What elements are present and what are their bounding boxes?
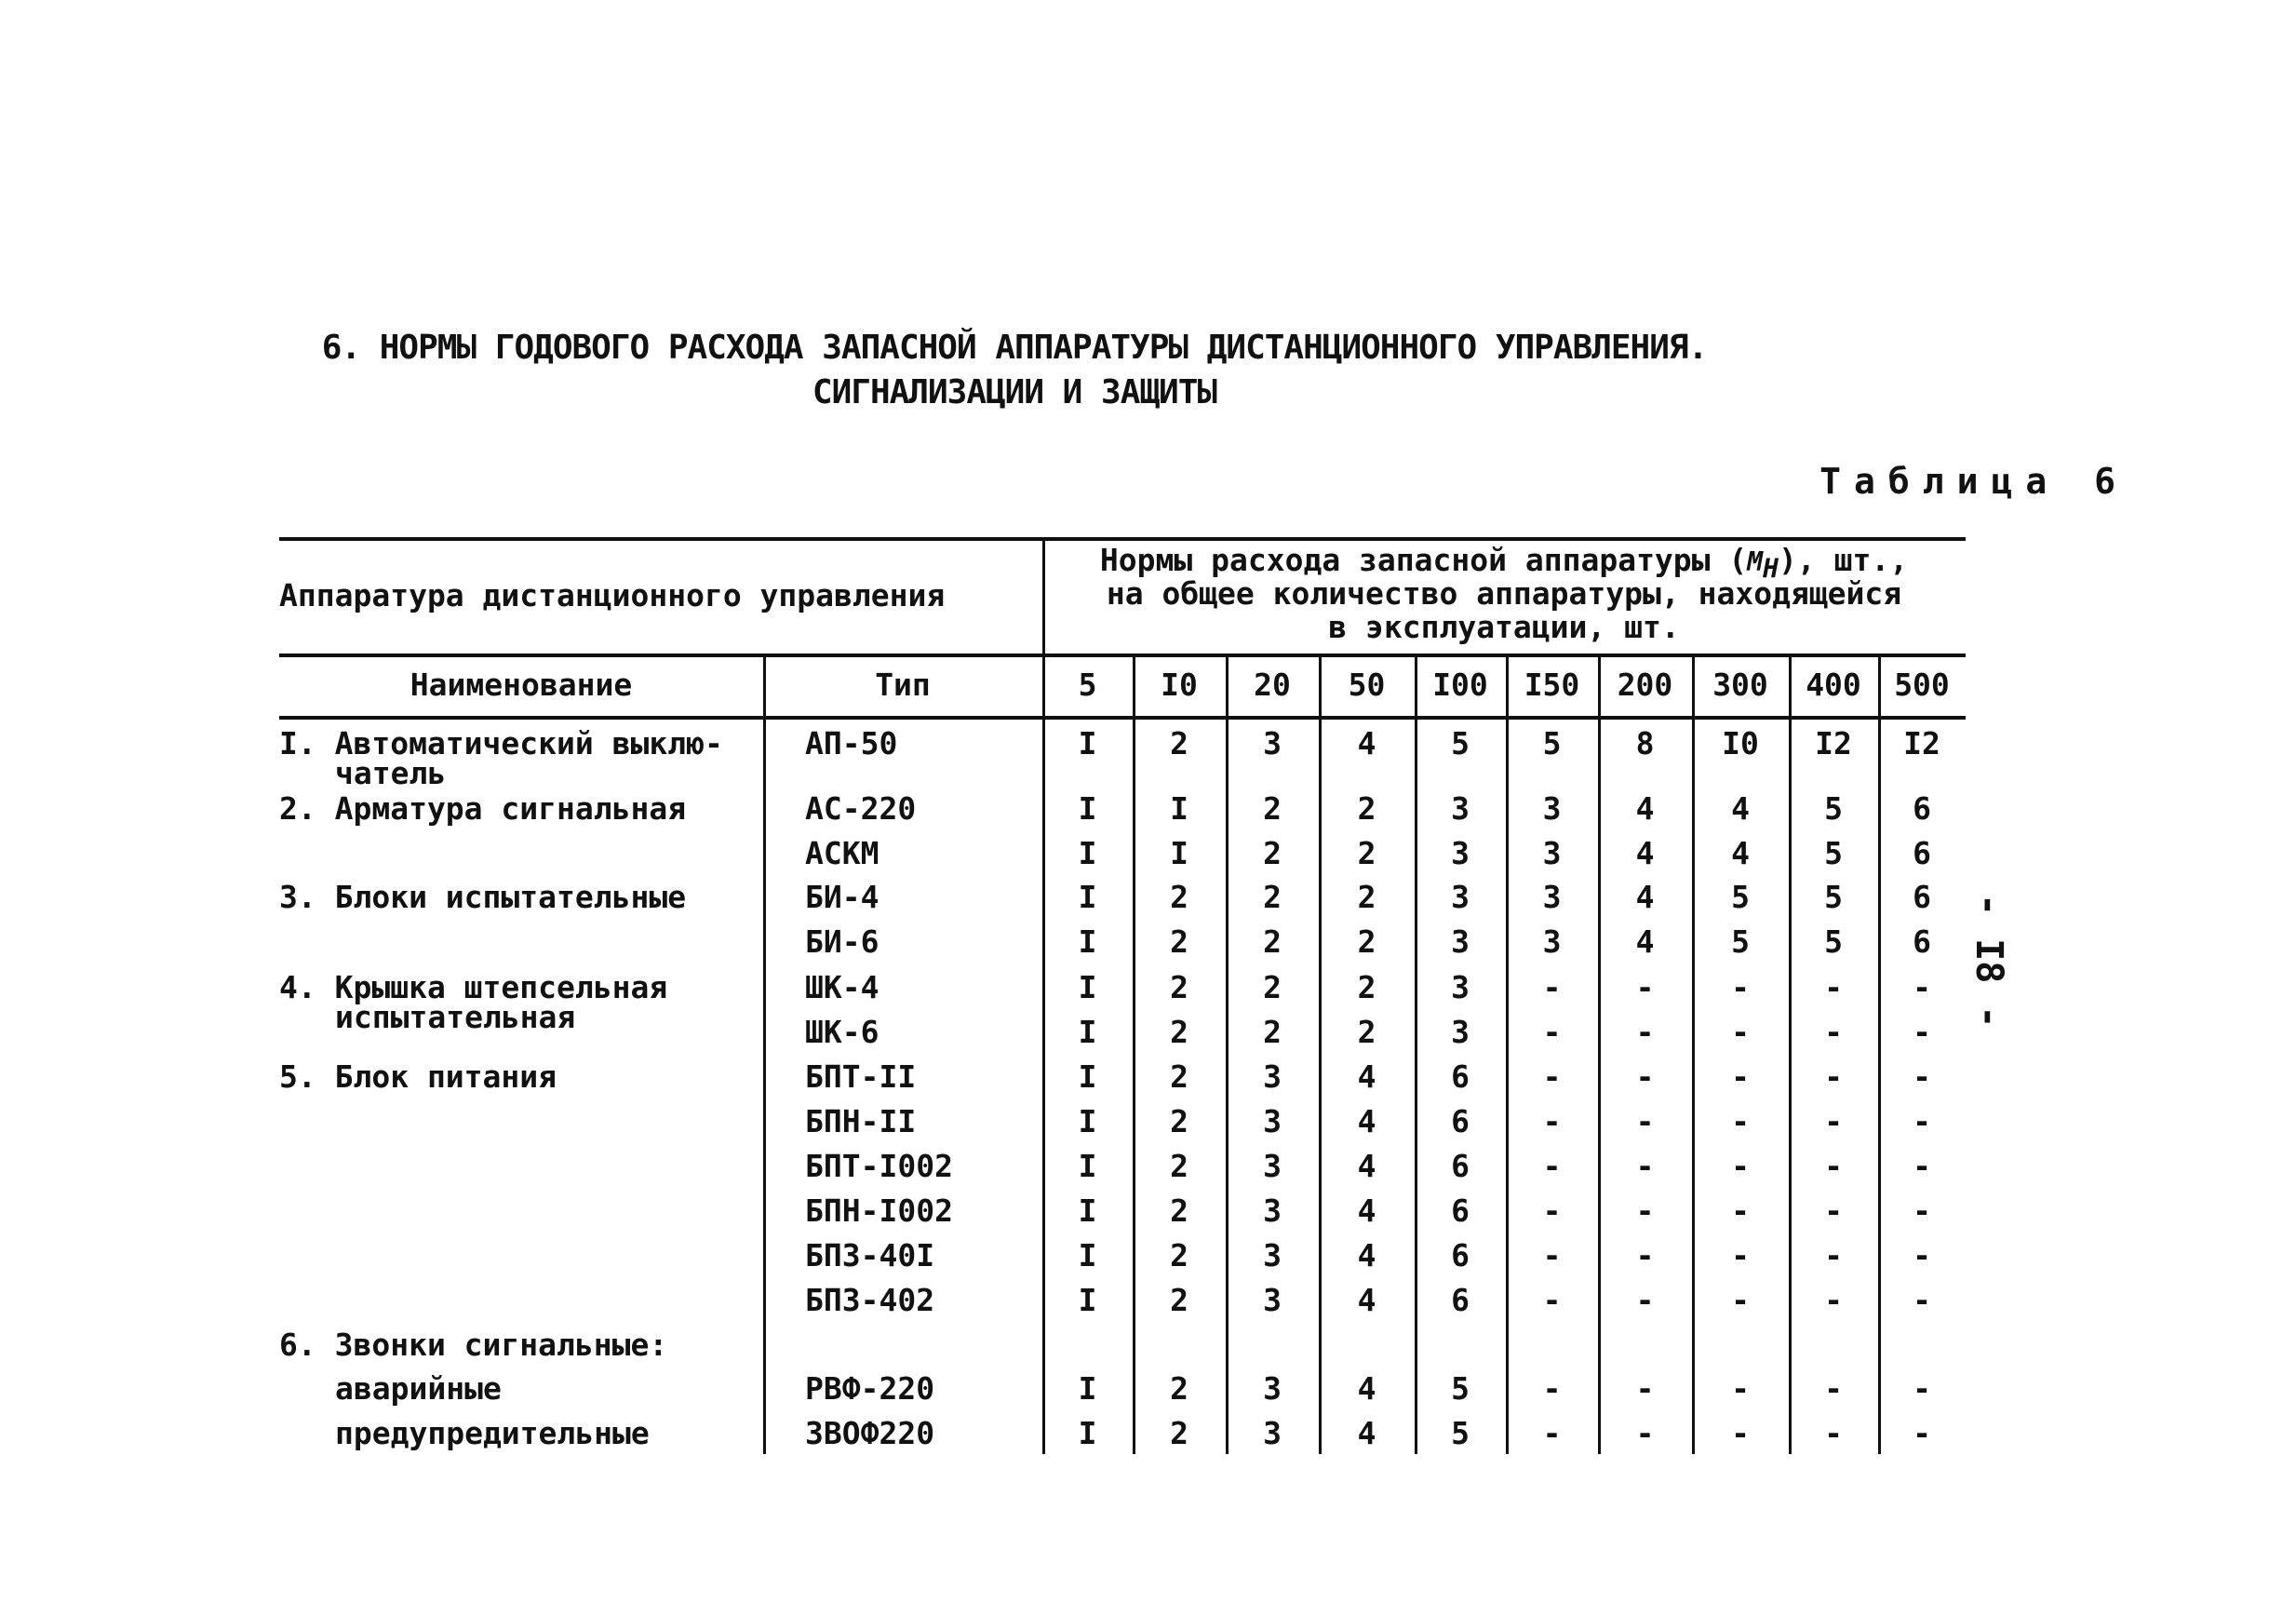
header-quantity: 400 [1806,667,1861,703]
header-norms-line1-end: ), шт., [1779,542,1909,578]
row-value: I [1078,725,1097,761]
row-type: РВФ-220 [805,1370,935,1407]
row-value: I [1078,790,1097,827]
row-value: 5 [1542,725,1562,761]
row-value: 4 [1635,790,1655,827]
row-value: - [1542,1370,1562,1407]
row-value: - [1913,1058,1931,1095]
row-name-continued: чатель [335,755,447,791]
row-value: I [1078,1058,1097,1095]
title-line-1: 6. НОРМЫ ГОДОВОГО РАСХОДА ЗАПАСНОЙ АППАРАТУРЫ ДИСТАНЦИОННОГО УПРАВЛЕНИЯ. [321,329,1708,367]
row-name-continued: испытательная [335,999,576,1035]
header-quantity: 500 [1894,667,1950,703]
table-top-rule [279,537,1966,541]
row-value: 2 [1170,1237,1188,1273]
row-type: БПТ-I002 [805,1148,953,1184]
row-value: 2 [1263,1014,1282,1050]
row-value: - [1542,1014,1562,1050]
row-value: 4 [1357,1282,1376,1318]
table-label: Таблица 6 [1819,461,2128,502]
row-value: - [1635,1370,1655,1407]
norms-table [279,537,1966,1459]
row-value: - [1824,1282,1843,1318]
row-value: 2 [1170,1370,1188,1407]
divider-name-type [763,654,766,1454]
row-value: - [1731,1058,1750,1095]
row-value: - [1731,1193,1750,1229]
header-equipment: Аппаратура дистанционного управления [279,577,946,613]
row-value: 8 [1635,725,1655,761]
divider-quantity-column [1319,654,1322,1454]
row-value: - [1824,1148,1843,1184]
row-type: ШК-6 [805,1014,879,1050]
row-value: 5 [1824,923,1843,960]
row-value: 5 [1824,835,1843,871]
row-value: - [1913,1282,1931,1318]
row-value: 4 [1635,923,1655,960]
header-type: Тип [875,667,931,703]
divider-quantity-column [1415,654,1417,1454]
row-value: - [1635,1148,1655,1184]
row-value: I [1078,1370,1097,1407]
row-value: 2 [1170,725,1188,761]
row-value: 5 [1451,1370,1470,1407]
row-value: 4 [1357,1370,1376,1407]
row-value: - [1635,969,1655,1005]
row-value: I2 [1903,725,1940,761]
row-value: 3 [1263,725,1282,761]
row-name: I. Автоматический выклю- [279,725,723,761]
row-value: - [1635,1415,1655,1451]
row-value: 5 [1731,923,1750,960]
row-value: - [1731,1237,1750,1273]
row-name: 3. Блоки испытательные [279,879,687,915]
row-value: - [1731,1014,1750,1050]
row-value: - [1824,1103,1843,1139]
row-type: БПН-I002 [805,1193,953,1229]
row-value: 2 [1170,1282,1188,1318]
divider-equipment-norms [1042,537,1045,1454]
row-value: 3 [1263,1237,1282,1273]
row-value: - [1635,1237,1655,1273]
page-number: - I8 - [1967,894,2010,1029]
row-value: 2 [1263,835,1282,871]
row-type: БИ-6 [805,923,879,960]
row-value: 2 [1263,790,1282,827]
document-title [279,326,1750,415]
row-value: I [1078,1237,1097,1273]
header-quantity: 200 [1617,667,1673,703]
row-type: БПЗ-402 [805,1282,935,1318]
row-value: I0 [1722,725,1759,761]
row-type: БПН-II [805,1103,917,1139]
header-quantity: I0 [1161,667,1198,703]
row-value: 2 [1170,1014,1188,1050]
header-norms-line1: Нормы расхода запасной аппаратуры ( [1099,542,1748,578]
row-value: - [1542,1103,1562,1139]
row-value: - [1731,969,1750,1005]
row-value: 3 [1263,1370,1282,1407]
header-norms-mh-sub: H [1763,553,1779,585]
row-value: - [1731,1415,1750,1451]
row-value: - [1731,1370,1750,1407]
row-value: - [1824,1193,1843,1229]
row-value: I [1078,1014,1097,1050]
row-value: 2 [1357,969,1376,1005]
divider-quantity-column [1789,654,1792,1454]
row-value: - [1913,1370,1931,1407]
row-value: - [1731,1103,1750,1139]
row-value: 4 [1357,725,1376,761]
divider-quantity-column [1878,654,1881,1454]
subheader-rule [279,716,1966,720]
divider-quantity-column [1692,654,1695,1454]
row-type: ЗВОФ220 [805,1415,935,1451]
row-value: 6 [1913,835,1931,871]
row-value: 2 [1170,969,1188,1005]
row-value: - [1635,1103,1655,1139]
header-divider-rule [279,654,1966,657]
row-value: 3 [1451,1014,1470,1050]
row-value: 3 [1263,1415,1282,1451]
row-value: 4 [1731,835,1750,871]
row-type: БПЗ-40I [805,1237,935,1273]
row-value: 3 [1542,835,1562,871]
row-value: 4 [1635,835,1655,871]
row-type: АСКМ [805,835,879,871]
row-value: 5 [1824,790,1843,827]
row-value: 6 [1451,1058,1470,1095]
header-norms-line2: на общее количество аппаратуры, находящейся [1106,575,1902,612]
row-value: - [1913,1014,1931,1050]
row-value: - [1731,1148,1750,1184]
row-value: 6 [1451,1103,1470,1139]
row-value: 2 [1170,879,1188,915]
row-value: 3 [1451,879,1470,915]
row-value: - [1824,1370,1843,1407]
row-value: - [1824,1237,1843,1273]
row-value: 3 [1263,1103,1282,1139]
row-value: 6 [1913,879,1931,915]
row-value: 2 [1170,1058,1188,1095]
row-value: 3 [1451,790,1470,827]
header-name: Наименование [410,667,633,703]
row-value: I2 [1815,725,1852,761]
row-value: 3 [1542,879,1562,915]
row-value: 2 [1263,969,1282,1005]
row-value: - [1913,1103,1931,1139]
row-value: I [1078,1148,1097,1184]
row-value: - [1542,1058,1562,1095]
row-value: 2 [1357,790,1376,827]
row-value: I [1078,1282,1097,1318]
row-value: - [1542,1193,1562,1229]
title-line-2: СИГНАЛИЗАЦИИ И ЗАЩИТЫ [812,373,1217,411]
row-value: - [1913,969,1931,1005]
row-value: 2 [1170,1148,1188,1184]
row-value: - [1913,1237,1931,1273]
row-value: - [1913,1415,1931,1451]
header-quantity: 300 [1712,667,1768,703]
row-value: 2 [1170,1103,1188,1139]
row-value: - [1824,969,1843,1005]
row-value: 3 [1451,969,1470,1005]
row-value: - [1542,1148,1562,1184]
row-value: 4 [1635,879,1655,915]
header-quantity: 20 [1254,667,1291,703]
row-value: 6 [1451,1282,1470,1318]
row-value: - [1824,1415,1843,1451]
row-value: 5 [1824,879,1843,915]
row-value: 6 [1913,923,1931,960]
row-type: БПТ-II [805,1058,917,1095]
row-value: - [1913,1148,1931,1184]
header-quantity: I00 [1432,667,1488,703]
row-value: I [1078,1193,1097,1229]
divider-quantity-column [1506,654,1509,1454]
row-value: 4 [1731,790,1750,827]
header-norms-mh: M [1747,546,1764,577]
row-name: аварийные [335,1370,502,1407]
row-value: 6 [1451,1148,1470,1184]
row-value: 2 [1170,923,1188,960]
row-value: 3 [1263,1193,1282,1229]
row-value: - [1824,1058,1843,1095]
row-value: 4 [1357,1148,1376,1184]
row-value: - [1635,1282,1655,1318]
row-value: 4 [1357,1415,1376,1451]
row-value: 3 [1451,835,1470,871]
row-value: I [1170,790,1188,827]
row-value: 6 [1913,790,1931,827]
row-value: 2 [1263,879,1282,915]
row-value: 2 [1357,1014,1376,1050]
row-value: 4 [1357,1103,1376,1139]
header-quantity: 5 [1078,667,1097,703]
divider-quantity-column [1226,654,1229,1454]
row-value: 2 [1357,923,1376,960]
row-value: I [1078,1103,1097,1139]
row-value: 6 [1451,1237,1470,1273]
row-value: 5 [1731,879,1750,915]
row-value: 5 [1451,1415,1470,1451]
row-value: 3 [1263,1148,1282,1184]
row-value: 3 [1542,790,1562,827]
row-value: 2 [1263,923,1282,960]
row-value: I [1078,969,1097,1005]
row-value: 4 [1357,1237,1376,1273]
row-value: - [1542,969,1562,1005]
row-value: I [1078,879,1097,915]
row-value: 3 [1263,1058,1282,1095]
row-value: I [1170,835,1188,871]
row-value: I [1078,1415,1097,1451]
row-value: - [1542,1415,1562,1451]
row-value: - [1635,1058,1655,1095]
row-name: 2. Арматура сигнальная [279,790,687,827]
row-name: 5. Блок питания [279,1058,557,1095]
row-type: АС-220 [805,790,917,827]
row-value: 2 [1170,1193,1188,1229]
row-value: I [1078,923,1097,960]
row-value: 3 [1263,1282,1282,1318]
row-type: БИ-4 [805,879,879,915]
header-quantity: I50 [1524,667,1580,703]
row-type: ШК-4 [805,969,879,1005]
row-name: 6. Звонки сигнальные: [279,1327,668,1363]
row-value: 2 [1357,879,1376,915]
row-value: - [1913,1193,1931,1229]
row-value: 2 [1357,835,1376,871]
divider-quantity-column [1133,654,1135,1454]
row-value: - [1542,1237,1562,1273]
header-quantity: 50 [1348,667,1386,703]
row-value: 2 [1170,1415,1188,1451]
row-value: - [1635,1193,1655,1229]
divider-quantity-column [1598,654,1601,1454]
row-value: 6 [1451,1193,1470,1229]
row-value: 3 [1542,923,1562,960]
row-value: - [1824,1014,1843,1050]
header-norms-line3: в эксплуатации, шт. [1328,609,1680,645]
row-value: 3 [1451,923,1470,960]
row-value: - [1542,1282,1562,1318]
row-value: - [1731,1282,1750,1318]
row-value: 4 [1357,1058,1376,1095]
row-name: предупредительные [335,1415,650,1451]
row-type: АП-50 [805,725,898,761]
row-name: 4. Крышка штепсельная [279,969,668,1005]
row-value: 4 [1357,1193,1376,1229]
row-value: - [1635,1014,1655,1050]
row-value: 5 [1451,725,1470,761]
row-value: I [1078,835,1097,871]
